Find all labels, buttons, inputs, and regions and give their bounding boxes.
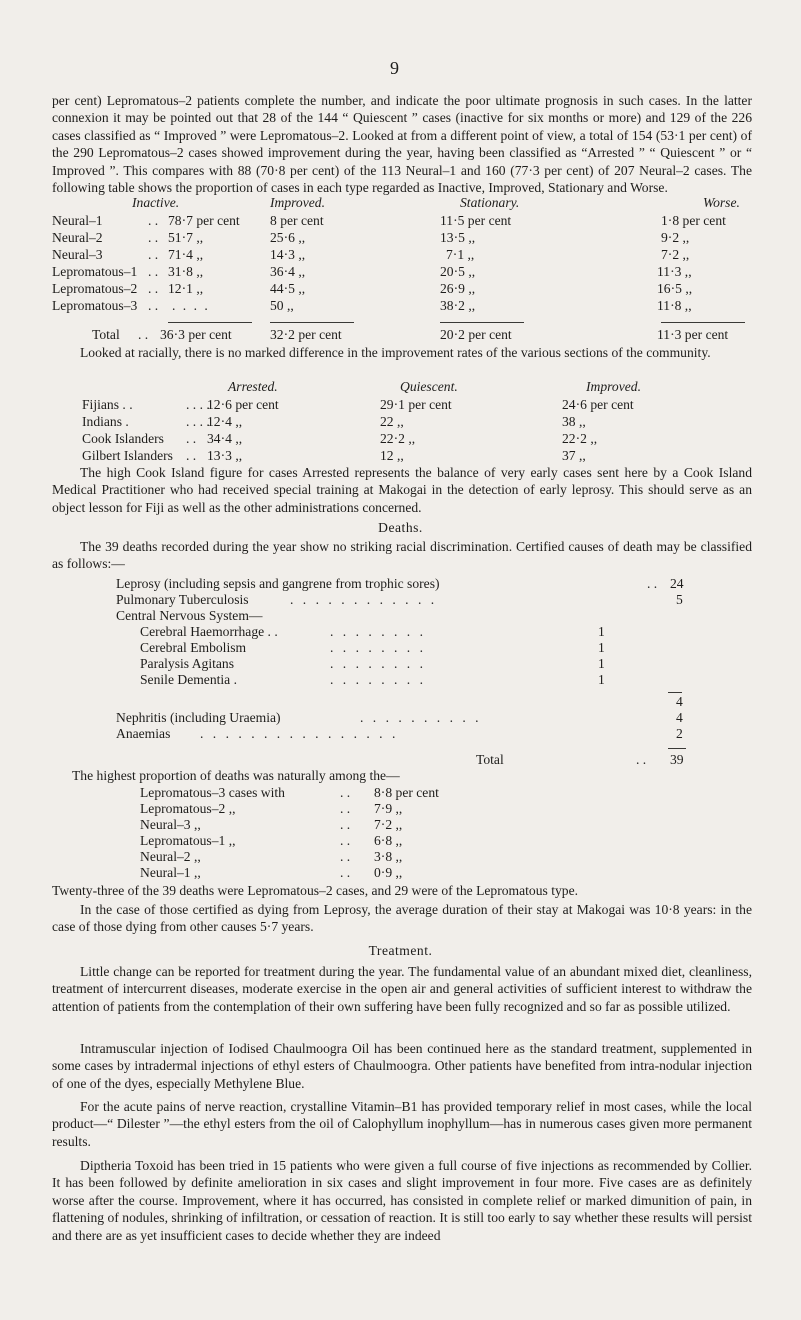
col-header-improved: Improved. (270, 195, 325, 210)
table-row: Neural–2 . . 51·7 ,, 25·6 ,, 13·5 ,, 9·2 ,, (52, 230, 690, 245)
col-header-worse: Worse. (703, 195, 740, 210)
proportion-intro: The highest proportion of deaths was naturally among the— (72, 768, 400, 783)
table-row: Cook Islanders . . 34·4 ,, 22·2 ,, 22·2 ,, (82, 431, 598, 446)
total-rule (270, 322, 354, 323)
treatment-paragraph: Intramuscular injection of Iodised Chaulmoogra Oil has been continued here as the standard treatment, supplemented in some cases by intradermal injections of ethyl esters of Chaulmoogra. Other patients have benefited from intra-nodular injection of one of the dyes, especially Methylene Blue. (52, 1041, 752, 1091)
proportion-row: Lepromatous–2 ,, . . 7·9 ,, (140, 801, 403, 816)
proportion-row: Neural–3 ,, . . 7·2 ,, (140, 817, 403, 832)
page-number: 9 (390, 58, 399, 78)
col-header-stationary: Stationary. (460, 195, 520, 210)
total-rule (661, 322, 745, 323)
proportion-row: Neural–2 ,, . . 3·8 ,, (140, 849, 403, 864)
cause-row: Senile Dementia . . . . . . . . . 1 (140, 672, 605, 687)
causes-total-row: Total . . 39 (476, 752, 684, 767)
cause-row: Pulmonary Tuberculosis . . . . . . . . . . . . 5 (116, 592, 683, 607)
cause-row: Cerebral Haemorrhage . . . . . . . . . . 1 (140, 624, 605, 639)
treatment-paragraph: Little change can be reported for treatment during the year. The fundamental value of an abundant mixed diet, cleanliness, treatment of intercurrent diseases, moderate exercise in the open air and general activities of sufficient interest to withdraw the attention of patients from the contemplation of their own suffering have been fully recognized and so far as possible utilized. (52, 964, 752, 1014)
table2-header-row: Arrested. Quiescent. Improved. (228, 379, 641, 394)
proportion-row: Lepromatous–1 ,, . . 6·8 ,, (140, 833, 403, 848)
duration-paragraph: In the case of those certified as dying from Leprosy, the average duration of their stay at Makogai was 10·8 years: in the case of those dying from other causes 5·7 years. (52, 902, 752, 935)
table-row: Gilbert Islanders . . 13·3 ,, 12 ,, 37 ,, (82, 448, 586, 463)
treatment-paragraph: Diptheria Toxoid has been tried in 15 patients who were given a full course of five injections as recommended by Collier. It has been followed by definite amelioration in six cases and slight improvement in four more. Five cases are as definitely worse after the course. Improvement, where it has occurred, has consisted in complete relief or marked dimunition of pain, in flattening of nodules, shrinking of infiltration, or cessation of reaction. It is still too early to say whether these results will persist and there are as yet insufficient cases to decide whether they are indeed (52, 1158, 752, 1243)
proportion-row: Neural–1 ,, . . 0·9 ,, (140, 865, 403, 880)
total-rule (668, 748, 686, 749)
cause-row: Anaemias . . . . . . . . . . . . . . . . 2 (116, 726, 683, 741)
table-row: Lepromatous–2 . . 12·1 ,, 44·5 ,, 26·9 ,, 16·5 ,, (52, 281, 693, 296)
cook-island-paragraph: The high Cook Island figure for cases Arrested represents the balance of very early cases sent here by a Cook Island Medical Practitioner who had received special training at Makogai in the detection of early leprosy. This should serve as an object lesson for Fiji as well as the other administrations concerned. (52, 465, 752, 515)
cause-heading: Central Nervous System— (116, 608, 263, 623)
table-row: Lepromatous–3 . . . . . . 50 ,, 38·2 ,, 11·8 ,, (52, 298, 692, 313)
table1-total-row: Total . . 36·3 per cent 32·2 per cent 20·2 per cent 11·3 per cent (92, 327, 729, 342)
subtotal-rule (668, 692, 682, 693)
total-rule (440, 322, 524, 323)
table-row: Neural–3 . . 71·4 ,, 14·3 ,, 7·1 ,, 7·2 ,, (52, 247, 690, 262)
table-row: Fijians . . . . . . 12·6 per cent 29·1 per cent 24·6 per cent (82, 397, 634, 412)
table-row: Lepromatous–1 . . 31·8 ,, 36·4 ,, 20·5 ,, 11·3 ,, (52, 264, 692, 279)
col-header-inactive: Inactive. (132, 195, 180, 210)
table1-header-row (0, 195, 801, 211)
deaths-intro-paragraph: The 39 deaths recorded during the year show no striking racial discrimination. Certified causes of death may be classified as follows:— (52, 539, 752, 572)
cause-row: Paralysis Agitans . . . . . . . . 1 (140, 656, 605, 671)
total-rule (168, 322, 252, 323)
cause-row: Leprosy (including sepsis and gangrene from trophic sores) . . 24 (116, 576, 684, 591)
deaths-heading: Deaths. (378, 520, 423, 535)
table-row: Indians . . . . . 12·4 ,, 22 ,, 38 ,, (82, 414, 586, 429)
proportion-row: Lepromatous–3 cases with . . 8·8 per cent (140, 785, 439, 800)
intro-paragraph: per cent) Lepromatous–2 patients complete the number, and indicate the poor ultimate prognosis in such cases. In the latter connexion it may be pointed out that 28 of the 144 “ Quiescent ” cases (inactive for six months or more) and 129 of the 226 cases classified as “ Improved ” were Lepromatous–2. Looked at from a different point of view, a total of 154 (53·1 per cent) of the 290 Lepromatous–2 cases showed improvement during the year, having been classified as “Arrested ” “ Quiescent ” or “ Improved ”. This compares with 88 (70·8 per cent) of the 113 Neural–1 and 160 (77·3 per cent) of 207 Neural–2 cases. The following table shows the proportion of cases in each type regarded as Inactive, Improved, Stationary and Worse. (52, 93, 752, 196)
racial-paragraph: Looked at racially, there is no marked difference in the improvement rates of the various sections of the community. (80, 345, 711, 360)
lepromatous-deaths-paragraph: Twenty-three of the 39 deaths were Lepromatous–2 cases, and 29 were of the Lepromatous type. (52, 883, 579, 898)
cause-row: Nephritis (including Uraemia) . . . . . . . . . . 4 (116, 710, 683, 725)
cause-row: Cerebral Embolism . . . . . . . . 1 (140, 640, 605, 655)
treatment-paragraph: For the acute pains of nerve reaction, crystalline Vitamin–B1 has provided temporary relief in most cases, while the local product—“ Dilester ”—the ethyl esters from the oil of Calophyllum inophyllum—has in numerous cases given more permanent results. (52, 1099, 752, 1149)
cause-subtotal: 4 (676, 694, 683, 709)
treatment-heading: Treatment. (368, 943, 433, 958)
table-row: Neural–1 . . 78·7 per cent 8 per cent 11·5 per cent 1·8 per cent (52, 213, 726, 228)
